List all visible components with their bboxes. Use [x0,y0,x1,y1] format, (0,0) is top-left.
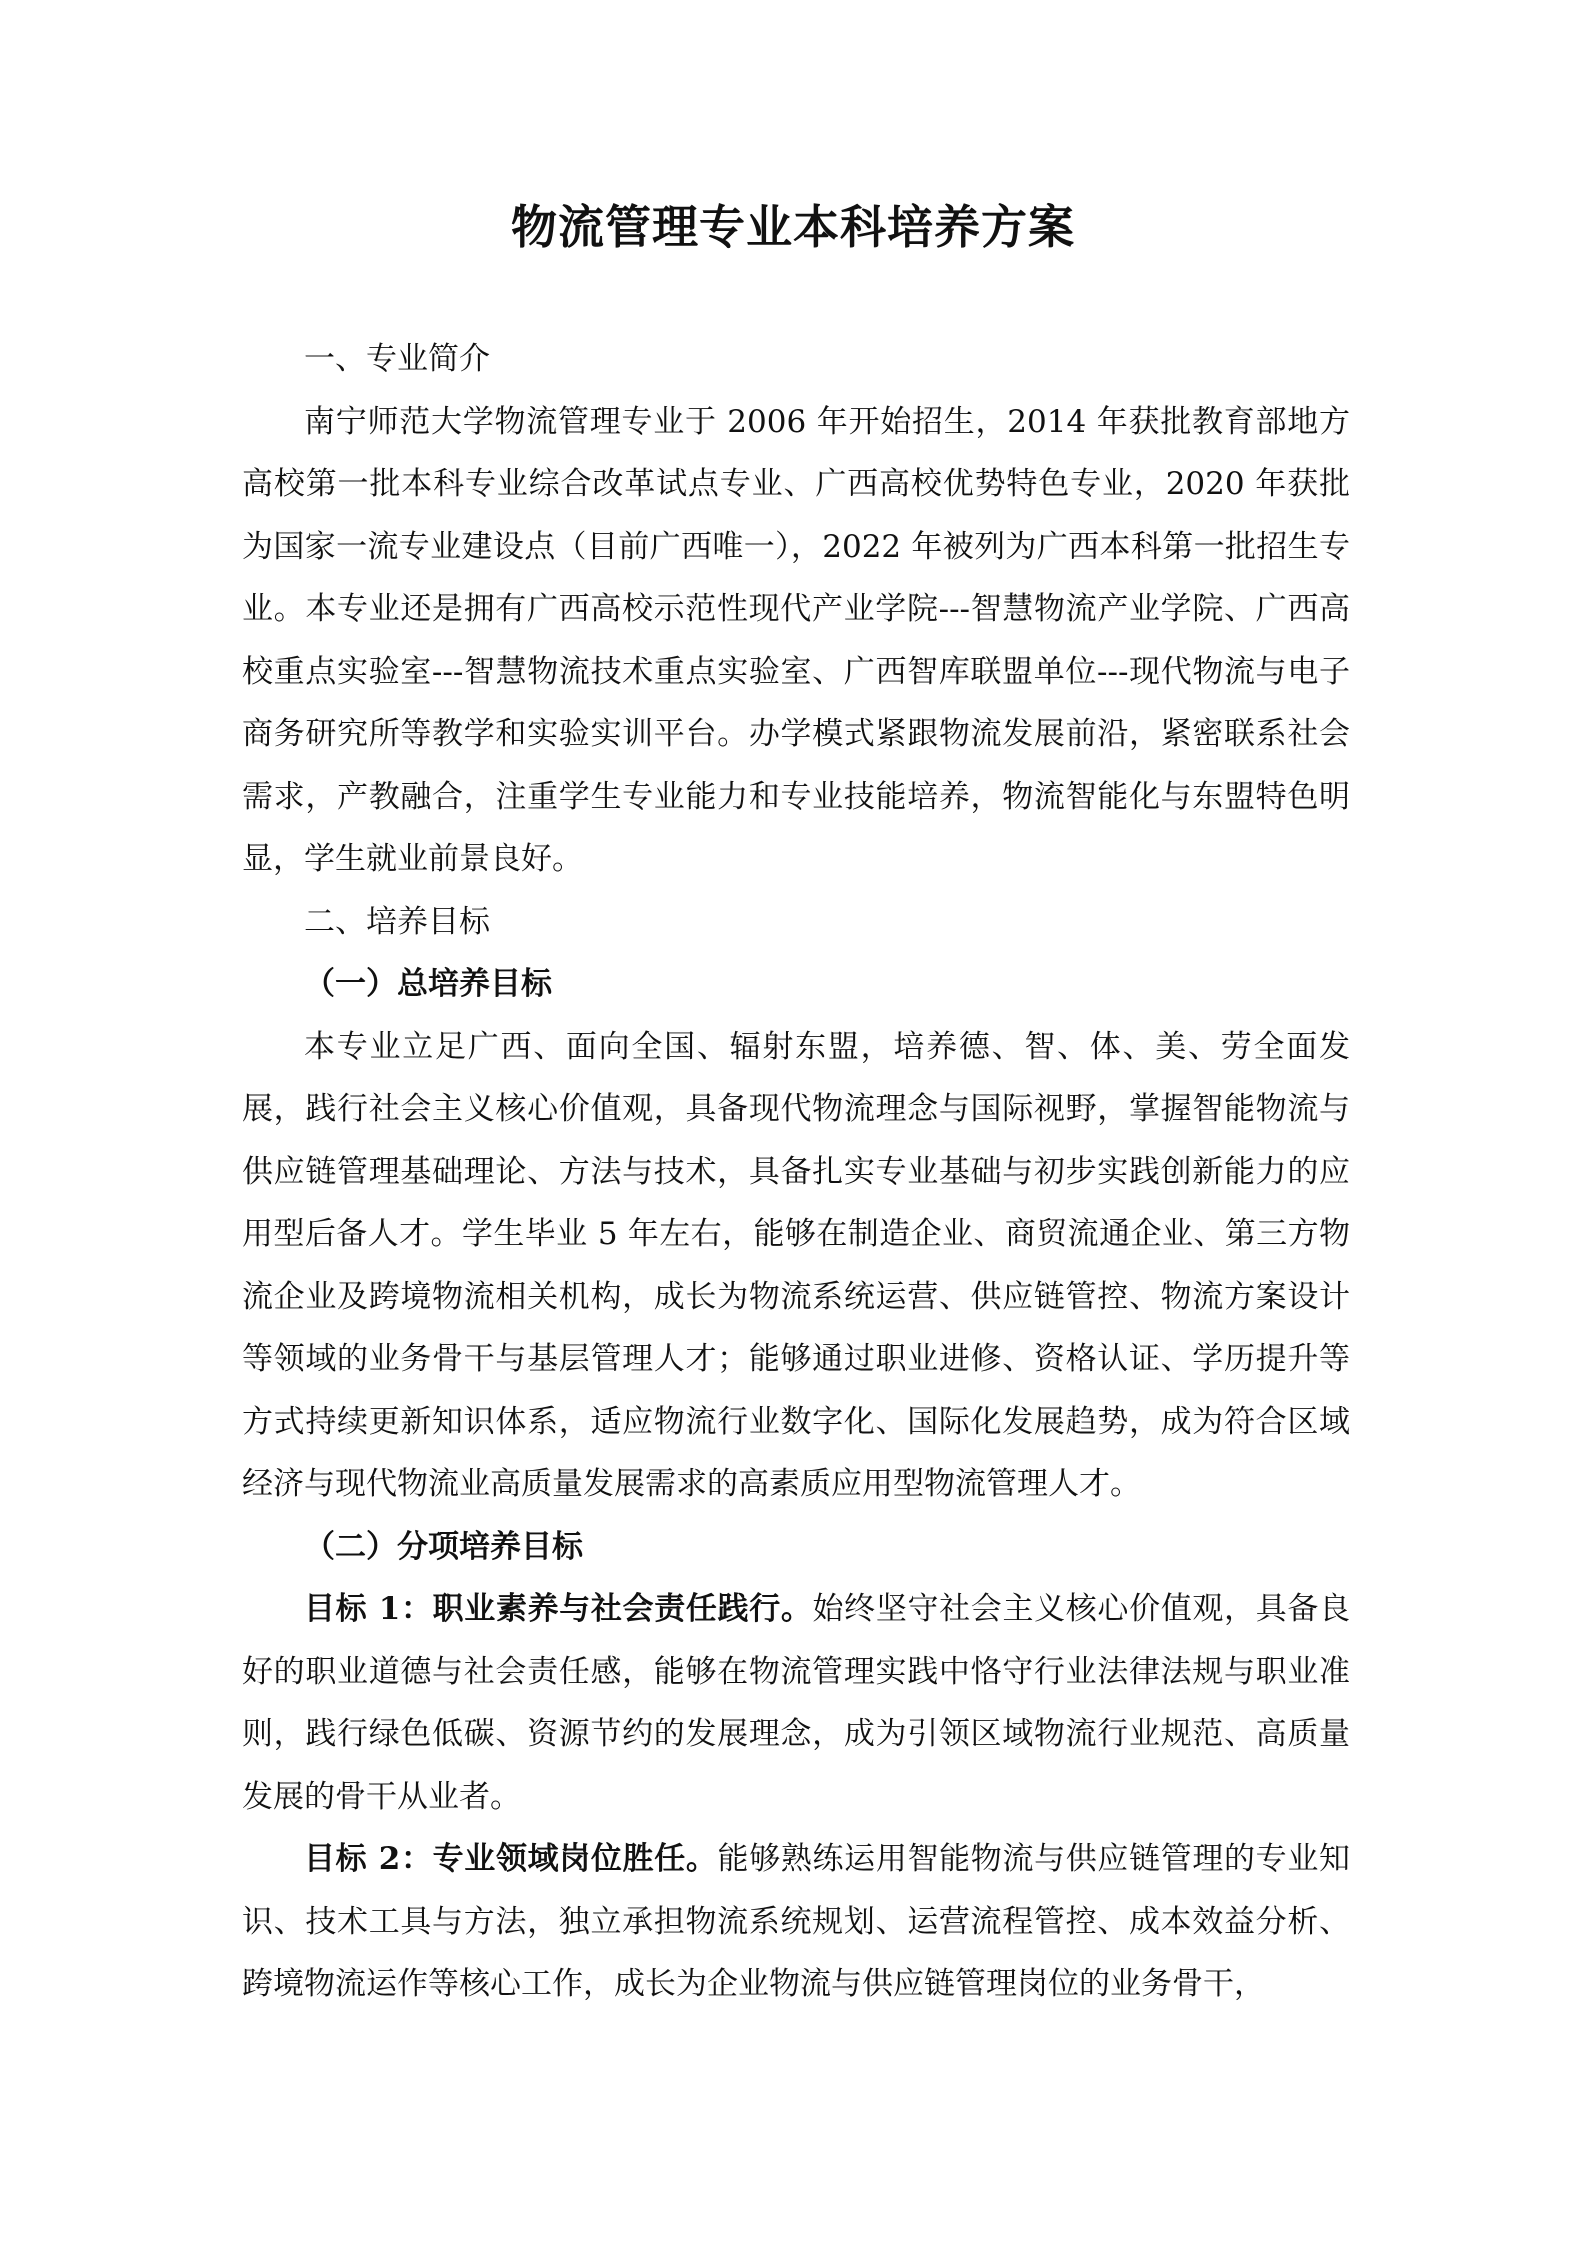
subsection-heading-itemized: （二）分项培养目标 [304,1528,583,1565]
overall-objective-paragraph: 本专业立足广西、面向全国、辐射东盟，培养德、智、体、美、劳全面发展，践行社会主义核心价值观，具备现代物流理念与国际视野，掌握智能物流与供应链管理基础理论、方法与技术，具备扎实专业基础与初步实践创新能力的应用型后备人才。学生毕业 5 年左右，能够在制造企业、商贸流通企业、第三方物流企业及跨境物流相关机构，成长为物流系统运营、供应链管控、物流方案设计等领域的业务骨干与基层管理人才；能够通过职业进修、资格认证、学历提升等方式持续更新知识体系，适应物流行业数字化、国际化发展趋势，成为符合区域经济与现代物流业高质量发展需求的高素质应用型物流管理人才。 [242,1028,1350,1502]
document-title: 物流管理专业本科培养方案 [511,200,1075,254]
goal-1-text: 始终坚守社会主义核心价值观，具备良好的职业道德与社会责任感，能够在物流管理实践中恪守行业法律法规与职业准则，践行绿色低碳、资源节约的发展理念，成为引领区域物流行业规范、高质量发展的骨干从业者。 [242,1591,1350,1815]
goal-2-text: 能够熟练运用智能物流与供应链管理的专业知识、技术工具与方法，独立承担物流系统规划、运营流程管控、成本效益分析、跨境物流运作等核心工作，成长为企业物流与供应链管理岗位的业务骨干， [242,1841,1350,2002]
goal-1-paragraph [242,1578,1350,1828]
document-body [242,328,1350,2016]
intro-paragraph: 南宁师范大学物流管理专业于 2006 年开始招生，2014 年获批教育部地方高校第一批本科专业综合改革试点专业、广西高校优势特色专业，2020 年获批为国家一流专业建设点（目前广西唯一），2022 年被列为广西本科第一批招生专业。本专业还是拥有广西高校示范性现代产业学院---智慧物流产业学院、广西高校重点实验室---智慧物流技术重点实验室、广西智库联盟单位---现代物流与电子商务研究所等教学和实验实训平台。办学模式紧跟物流发展前沿，紧密联系社会需求，产教融合，注重学生专业能力和专业技能培养，物流智能化与东盟特色明显，学生就业前景良好。 [242,403,1350,877]
goal-2-paragraph [242,1828,1350,2016]
subsection-heading-overall: （一）总培养目标 [304,966,552,1002]
section-heading-intro: 一、专业简介 [304,341,490,377]
goal-2-label: 目标 2：专业领域岗位胜任。 [304,1841,718,1877]
section-heading-objectives: 二、培养目标 [304,903,490,940]
goal-1-label: 目标 1：职业素养与社会责任践行。 [304,1591,813,1627]
